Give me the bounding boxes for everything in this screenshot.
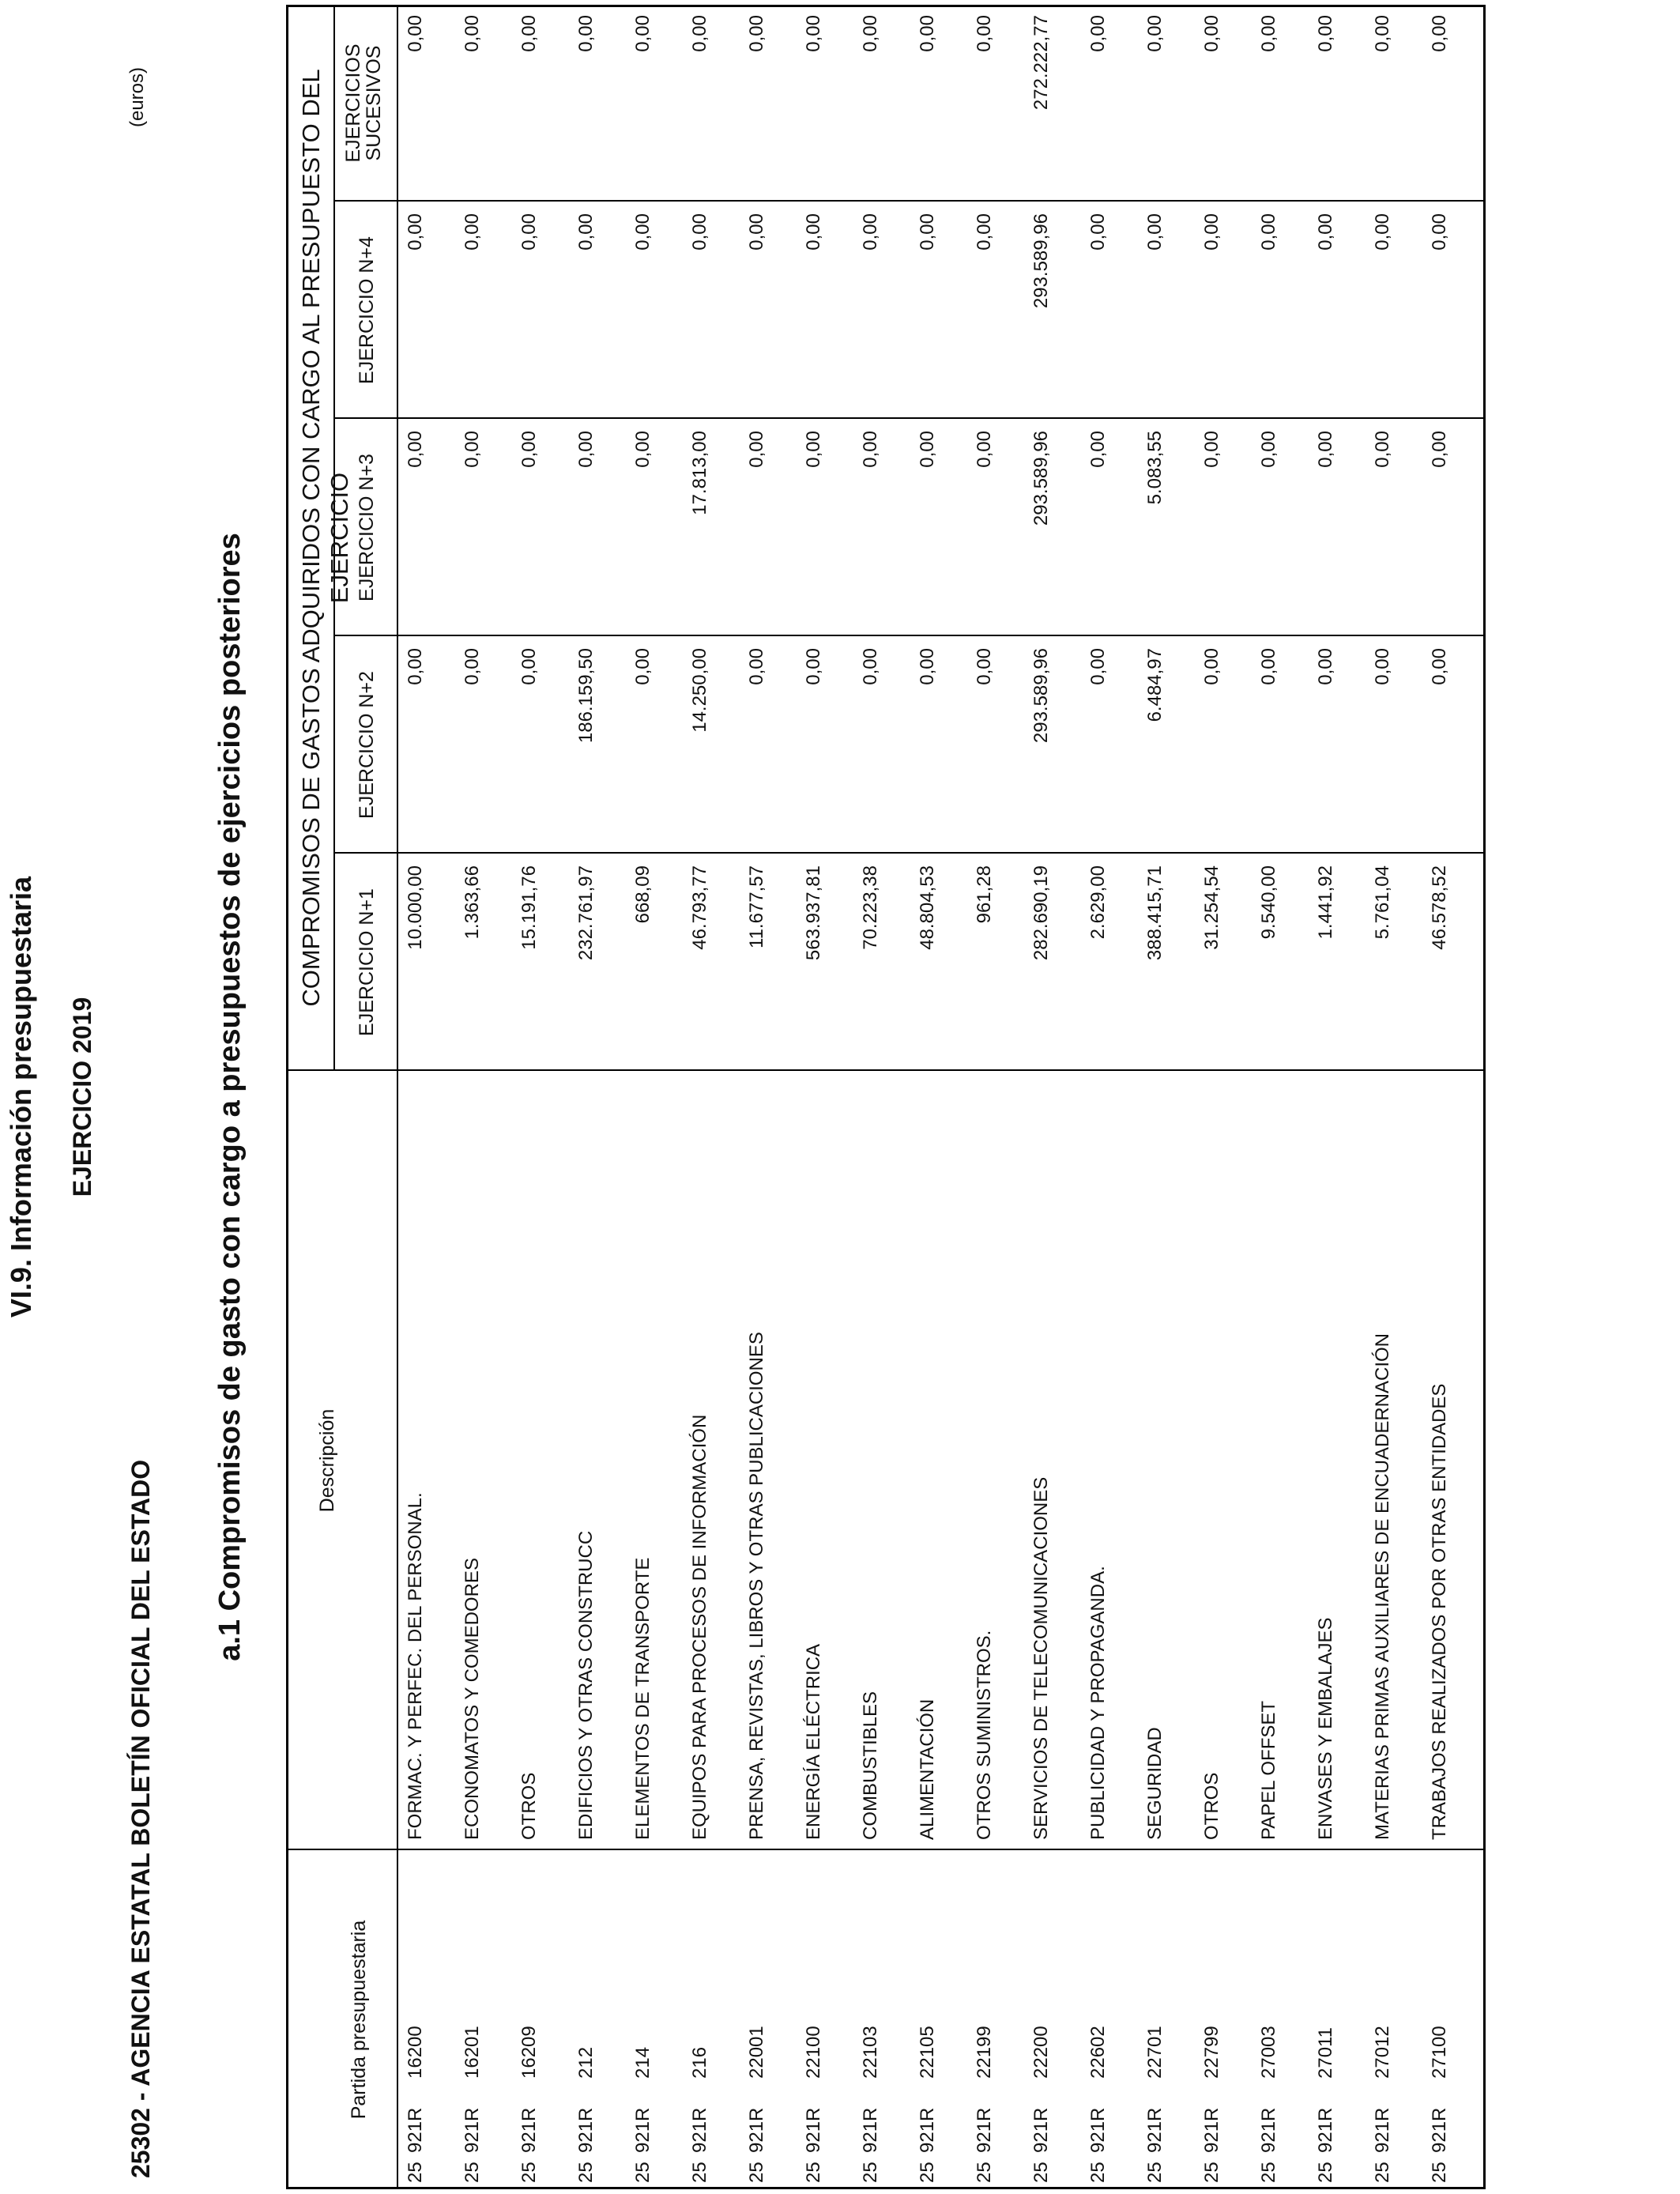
header-n2: EJERCICIO N+2 xyxy=(356,671,378,819)
cell-concepto: 16209 xyxy=(518,2026,540,2079)
cell-n1: 70.223,38 xyxy=(860,865,881,950)
cell-n1: 2.629,00 xyxy=(1087,865,1109,940)
cell-descripcion: TRABAJOS REALIZADOS POR OTRAS ENTIDADES xyxy=(1429,1383,1450,1840)
cell-organico: 25 xyxy=(689,2162,710,2183)
cell-n1: 48.804,53 xyxy=(917,865,938,950)
header-n4: EJERCICIO N+4 xyxy=(356,236,378,384)
cell-n3: 0,00 xyxy=(1258,431,1279,468)
cell-programa: 921R xyxy=(518,2107,540,2153)
cell-descripcion: OTROS SUMINISTROS. xyxy=(974,1630,995,1840)
cell-concepto: 22199 xyxy=(974,2026,995,2079)
cell-concepto: 212 xyxy=(575,2046,597,2079)
cell-n4: 293.589,96 xyxy=(1030,213,1052,309)
cell-programa: 921R xyxy=(1201,2107,1222,2153)
cell-concepto: 214 xyxy=(632,2046,654,2079)
cell-n1: 232.761,97 xyxy=(575,865,597,961)
cell-n1: 11.677,57 xyxy=(746,865,767,948)
cell-sucesivos: 0,00 xyxy=(575,15,597,52)
cell-n1: 1.363,66 xyxy=(461,865,483,940)
cell-programa: 921R xyxy=(860,2107,881,2153)
cell-n3: 0,00 xyxy=(746,431,767,468)
cell-n4: 0,00 xyxy=(1372,213,1393,251)
cell-descripcion: ALIMENTACIÓN xyxy=(917,1698,938,1840)
cell-descripcion: SEGURIDAD xyxy=(1144,1727,1166,1840)
cell-programa: 921R xyxy=(1429,2107,1450,2153)
cell-n4: 0,00 xyxy=(689,213,710,251)
cell-n2: 0,00 xyxy=(1315,648,1336,685)
cell-n1: 961,28 xyxy=(974,865,995,924)
cell-concepto: 27011 xyxy=(1315,2027,1336,2079)
cell-n2: 186.159,50 xyxy=(575,648,597,744)
header-partida: Partida presupuestaria xyxy=(348,1920,370,2120)
cell-n4: 0,00 xyxy=(1087,213,1109,251)
cell-concepto: 22200 xyxy=(1030,2026,1052,2079)
col-divider-n1 xyxy=(333,852,1486,854)
cell-concepto: 27012 xyxy=(1372,2026,1393,2079)
cell-n4: 0,00 xyxy=(1315,213,1336,251)
header-bottom-divider xyxy=(397,5,398,2189)
cell-organico: 25 xyxy=(1258,2162,1279,2183)
cell-sucesivos: 0,00 xyxy=(746,15,767,52)
cell-n4: 0,00 xyxy=(746,213,767,251)
cell-descripcion: ECONOMATOS Y COMEDORES xyxy=(461,1558,483,1840)
cell-sucesivos: 0,00 xyxy=(917,15,938,52)
cell-sucesivos: 0,00 xyxy=(1087,15,1109,52)
units-label: (euros) xyxy=(126,66,148,127)
cell-n2: 0,00 xyxy=(1258,648,1279,685)
cell-n4: 0,00 xyxy=(1258,213,1279,251)
cell-concepto: 22799 xyxy=(1201,2026,1222,2079)
cell-n2: 0,00 xyxy=(860,648,881,685)
cell-programa: 921R xyxy=(689,2107,710,2153)
cell-n4: 0,00 xyxy=(803,213,824,251)
cell-descripcion: FORMAC. Y PERFEC. DEL PERSONAL. xyxy=(405,1492,426,1840)
cell-n3: 0,00 xyxy=(461,431,483,468)
cell-organico: 25 xyxy=(632,2162,654,2183)
cell-n1: 563.937,81 xyxy=(803,865,824,961)
cell-n1: 282.690,19 xyxy=(1030,865,1052,961)
cell-n3: 5.083,55 xyxy=(1144,431,1166,505)
header-n1: EJERCICIO N+1 xyxy=(356,888,378,1036)
cell-n4: 0,00 xyxy=(860,213,881,251)
header-descripcion: Descripción xyxy=(316,1408,338,1513)
cell-sucesivos: 0,00 xyxy=(518,15,540,52)
cell-n3: 0,00 xyxy=(974,431,995,468)
cell-sucesivos: 0,00 xyxy=(1201,15,1222,52)
cell-sucesivos: 0,00 xyxy=(974,15,995,52)
cell-n4: 0,00 xyxy=(575,213,597,251)
cell-n4: 0,00 xyxy=(1429,213,1450,251)
cell-organico: 25 xyxy=(746,2162,767,2183)
cell-concepto: 27003 xyxy=(1258,2026,1279,2079)
cell-sucesivos: 0,00 xyxy=(860,15,881,52)
cell-n4: 0,00 xyxy=(974,213,995,251)
cell-sucesivos: 0,00 xyxy=(1144,15,1166,52)
cell-n4: 0,00 xyxy=(461,213,483,251)
cell-sucesivos: 0,00 xyxy=(632,15,654,52)
cell-n2: 0,00 xyxy=(917,648,938,685)
cell-n3: 0,00 xyxy=(575,431,597,468)
header-group: COMPROMISOS DE GASTOS ADQUIRIDOS CON CARGO AL PRESUPUESTO DEL EJERCICIO xyxy=(297,69,353,1007)
col-divider-n3 xyxy=(333,417,1486,419)
cell-organico: 25 xyxy=(518,2162,540,2183)
cell-descripcion: SERVICIOS DE TELECOMUNICACIONES xyxy=(1030,1476,1052,1840)
cell-programa: 921R xyxy=(461,2107,483,2153)
cell-organico: 25 xyxy=(803,2162,824,2183)
cell-n3: 17.813,00 xyxy=(689,431,710,515)
cell-n1: 10.000,00 xyxy=(405,865,426,950)
cell-descripcion: PUBLICIDAD Y PROPAGANDA. xyxy=(1087,1566,1109,1840)
cell-descripcion: ENERGÍA ELÉCTRICA xyxy=(803,1643,824,1840)
cell-organico: 25 xyxy=(1201,2162,1222,2183)
cell-programa: 921R xyxy=(974,2107,995,2153)
cell-sucesivos: 0,00 xyxy=(689,15,710,52)
cell-n2: 6.484,97 xyxy=(1144,648,1166,722)
cell-n3: 0,00 xyxy=(632,431,654,468)
cell-sucesivos: 0,00 xyxy=(405,15,426,52)
cell-n2: 14.250,00 xyxy=(689,648,710,733)
cell-concepto: 22100 xyxy=(803,2026,824,2079)
cell-concepto: 22103 xyxy=(860,2026,881,2079)
cell-concepto: 216 xyxy=(689,2046,710,2079)
header-sucesivos-line1: EJERCICIOS xyxy=(342,43,364,163)
cell-descripcion: PRENSA, REVISTAS, LIBROS Y OTRAS PUBLICACIONES xyxy=(746,1332,767,1840)
cell-n3: 0,00 xyxy=(917,431,938,468)
header-n3: EJERCICIO N+3 xyxy=(356,454,378,601)
cell-programa: 921R xyxy=(917,2107,938,2153)
cell-sucesivos: 0,00 xyxy=(803,15,824,52)
cell-descripcion: ENVASES Y EMBALAJES xyxy=(1315,1617,1336,1840)
cell-n4: 0,00 xyxy=(632,213,654,251)
cell-n3: 0,00 xyxy=(1087,431,1109,468)
cell-sucesivos: 0,00 xyxy=(1315,15,1336,52)
cell-n3: 0,00 xyxy=(1372,431,1393,468)
cell-n1: 668,09 xyxy=(632,865,654,924)
cell-n3: 0,00 xyxy=(1315,431,1336,468)
cell-descripcion: ELEMENTOS DE TRANSPORTE xyxy=(632,1557,654,1840)
cell-n2: 0,00 xyxy=(1087,648,1109,685)
cell-programa: 921R xyxy=(746,2107,767,2153)
col-divider-n2 xyxy=(333,635,1486,636)
agency-name: 25302 - AGENCIA ESTATAL BOLETÍN OFICIAL DEL ESTADO xyxy=(126,1459,155,2178)
cell-n4: 0,00 xyxy=(1144,213,1166,251)
cell-sucesivos: 0,00 xyxy=(461,15,483,52)
cell-organico: 25 xyxy=(405,2162,426,2183)
cell-organico: 25 xyxy=(1030,2162,1052,2183)
cell-programa: 921R xyxy=(803,2107,824,2153)
cell-organico: 25 xyxy=(917,2162,938,2183)
cell-concepto: 16201 xyxy=(461,2026,483,2079)
cell-n2: 0,00 xyxy=(632,648,654,685)
cell-organico: 25 xyxy=(575,2162,597,2183)
cell-n1: 9.540,00 xyxy=(1258,865,1279,940)
cell-n4: 0,00 xyxy=(917,213,938,251)
cell-sucesivos: 0,00 xyxy=(1372,15,1393,52)
cell-programa: 921R xyxy=(575,2107,597,2153)
cell-n3: 0,00 xyxy=(405,431,426,468)
cell-descripcion: COMBUSTIBLES xyxy=(860,1691,881,1840)
cell-organico: 25 xyxy=(1144,2162,1166,2183)
cell-n3: 0,00 xyxy=(1429,431,1450,468)
cell-n2: 0,00 xyxy=(1201,648,1222,685)
cell-n4: 0,00 xyxy=(1201,213,1222,251)
cell-programa: 921R xyxy=(1087,2107,1109,2153)
cell-n1: 46.578,52 xyxy=(1429,865,1450,950)
cell-n2: 0,00 xyxy=(405,648,426,685)
cell-sucesivos: 0,00 xyxy=(1429,15,1450,52)
col-divider-n4 xyxy=(333,200,1486,202)
cell-n3: 293.589,96 xyxy=(1030,431,1052,526)
cell-n2: 0,00 xyxy=(518,648,540,685)
cell-concepto: 22701 xyxy=(1144,2026,1166,2079)
cell-n3: 0,00 xyxy=(803,431,824,468)
cell-sucesivos: 272.222,77 xyxy=(1030,15,1052,111)
cell-organico: 25 xyxy=(860,2162,881,2183)
cell-n3: 0,00 xyxy=(860,431,881,468)
cell-n1: 1.441,92 xyxy=(1315,865,1336,940)
cell-descripcion: PAPEL OFFSET xyxy=(1258,1700,1279,1840)
cell-organico: 25 xyxy=(974,2162,995,2183)
cell-organico: 25 xyxy=(1429,2162,1450,2183)
cell-descripcion: EDIFICIOS Y OTRAS CONSTRUCC xyxy=(575,1530,597,1840)
cell-n2: 0,00 xyxy=(803,648,824,685)
cell-n3: 0,00 xyxy=(518,431,540,468)
cell-n1: 388.415,71 xyxy=(1144,865,1166,961)
cell-n4: 0,00 xyxy=(405,213,426,251)
cell-organico: 25 xyxy=(1087,2162,1109,2183)
cell-n1: 5.761,04 xyxy=(1372,865,1393,940)
cell-n1: 46.793,77 xyxy=(689,865,710,950)
cell-n2: 0,00 xyxy=(746,648,767,685)
header-sucesivos-line2: SUCESIVOS xyxy=(363,45,385,161)
cell-programa: 921R xyxy=(1258,2107,1279,2153)
col-divider-partida xyxy=(286,1849,1486,1850)
cell-n2: 0,00 xyxy=(461,648,483,685)
section-title: a.1 Compromisos de gasto con cargo a presupuestos de ejercicios posteriores xyxy=(213,533,247,1661)
cell-n1: 31.254,54 xyxy=(1201,865,1222,950)
cell-concepto: 22001 xyxy=(746,2026,767,2079)
cell-concepto: 22602 xyxy=(1087,2026,1109,2079)
cell-organico: 25 xyxy=(1315,2162,1336,2183)
cell-n2: 0,00 xyxy=(974,648,995,685)
cell-descripcion: OTROS xyxy=(1201,1772,1222,1840)
cell-n3: 0,00 xyxy=(1201,431,1222,468)
cell-programa: 921R xyxy=(1030,2107,1052,2153)
cell-organico: 25 xyxy=(461,2162,483,2183)
cell-programa: 921R xyxy=(1372,2107,1393,2153)
page-title: VI.9. Información presupuestaria xyxy=(5,876,37,1318)
cell-n2: 0,00 xyxy=(1429,648,1450,685)
fiscal-year: EJERCICIO 2019 xyxy=(68,997,96,1197)
cell-programa: 921R xyxy=(1315,2107,1336,2153)
cell-descripcion: OTROS xyxy=(518,1772,540,1840)
cell-programa: 921R xyxy=(1144,2107,1166,2153)
cell-concepto: 22105 xyxy=(917,2026,938,2079)
cell-descripcion: EQUIPOS PARA PROCESOS DE INFORMACIÓN xyxy=(689,1414,710,1840)
cell-organico: 25 xyxy=(1372,2162,1393,2183)
cell-programa: 921R xyxy=(405,2107,426,2153)
cell-concepto: 27100 xyxy=(1429,2026,1450,2079)
cell-concepto: 16200 xyxy=(405,2026,426,2079)
cell-n4: 0,00 xyxy=(518,213,540,251)
cell-n2: 0,00 xyxy=(1372,648,1393,685)
header-sucesivos xyxy=(343,5,384,202)
cell-n2: 293.589,96 xyxy=(1030,648,1052,744)
cell-sucesivos: 0,00 xyxy=(1258,15,1279,52)
cell-n1: 15.191,76 xyxy=(518,865,540,950)
cell-descripcion: MATERIAS PRIMAS AUXILIARES DE ENCUADERNACIÓN xyxy=(1372,1333,1393,1840)
cell-programa: 921R xyxy=(632,2107,654,2153)
